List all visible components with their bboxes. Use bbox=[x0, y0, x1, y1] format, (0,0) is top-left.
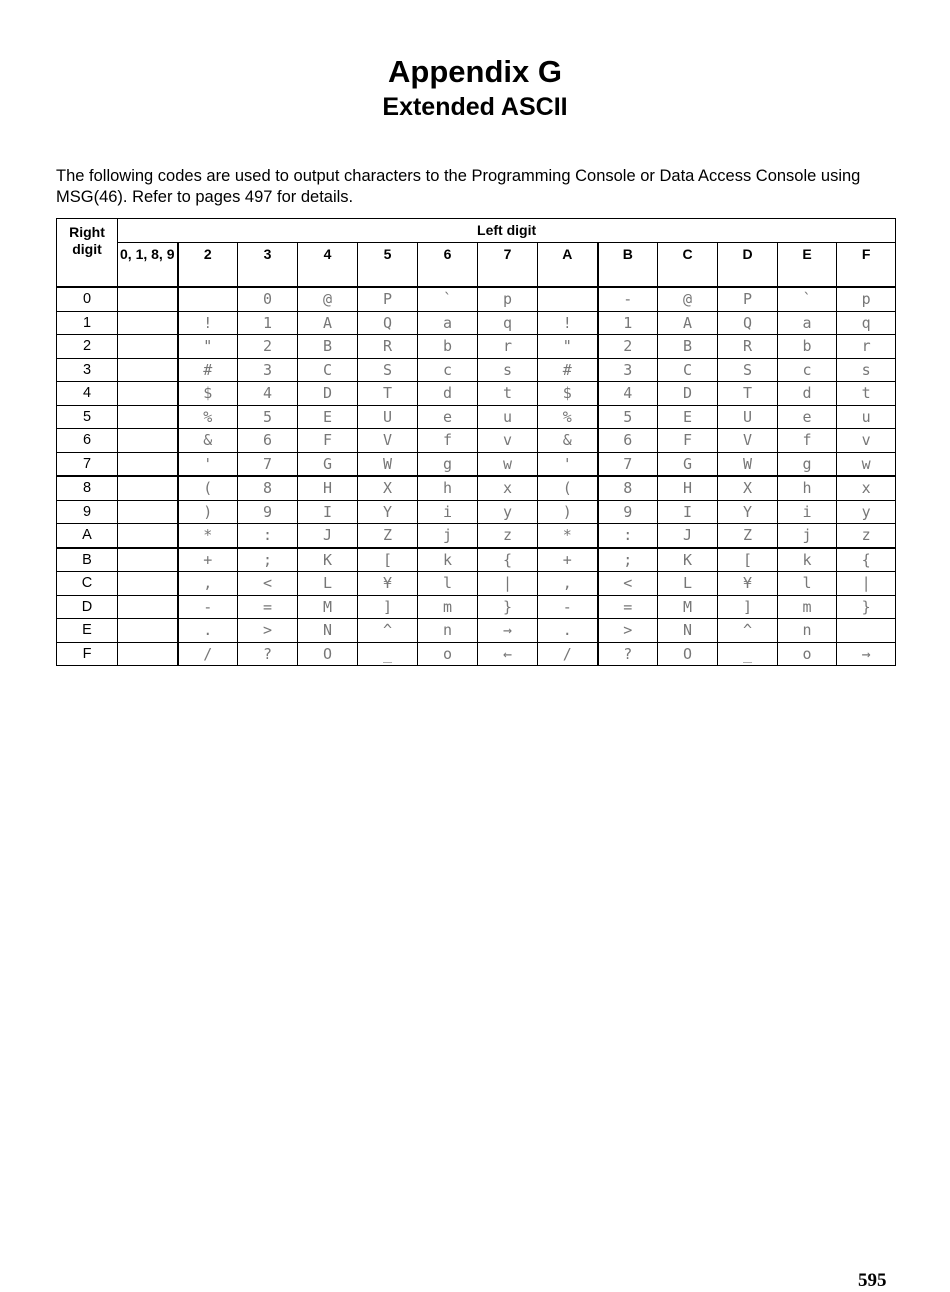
char-cell: ¥ bbox=[718, 572, 778, 596]
char-cell: 0 bbox=[238, 287, 298, 311]
page-subtitle: Extended ASCII bbox=[382, 93, 568, 121]
char-cell: = bbox=[598, 595, 658, 619]
char-cell: p bbox=[478, 287, 538, 311]
char-cell bbox=[118, 287, 178, 311]
column-header: 6 bbox=[418, 242, 478, 287]
char-cell: Z bbox=[358, 524, 418, 548]
char-cell: < bbox=[598, 572, 658, 596]
char-cell: N bbox=[298, 619, 358, 643]
char-cell: s bbox=[478, 358, 538, 382]
column-header: C bbox=[658, 242, 718, 287]
intro-paragraph: The following codes are used to output characters to the Programming Console or Data Access Console using MSG(46). Refer to pages 497 for details. bbox=[56, 167, 861, 206]
char-cell: B bbox=[658, 335, 718, 359]
char-cell: L bbox=[298, 572, 358, 596]
char-cell: } bbox=[478, 595, 538, 619]
char-cell: b bbox=[778, 335, 837, 359]
char-cell: u bbox=[837, 405, 896, 429]
table-row bbox=[57, 476, 896, 500]
row-label: 8 bbox=[57, 476, 118, 500]
char-cell: ? bbox=[598, 642, 658, 666]
page-number: 595 bbox=[858, 1270, 887, 1291]
char-cell: t bbox=[478, 382, 538, 406]
char-cell: ^ bbox=[358, 619, 418, 643]
row-label: 0 bbox=[57, 287, 118, 311]
char-cell: : bbox=[238, 524, 298, 548]
table-row bbox=[57, 358, 896, 382]
char-cell: U bbox=[358, 405, 418, 429]
char-cell: y bbox=[478, 500, 538, 524]
char-cell: q bbox=[478, 311, 538, 335]
column-header-row bbox=[57, 242, 896, 287]
char-cell: 8 bbox=[238, 476, 298, 500]
char-cell bbox=[118, 429, 178, 453]
char-cell: 6 bbox=[598, 429, 658, 453]
char-cell: K bbox=[658, 548, 718, 572]
char-cell: . bbox=[178, 619, 238, 643]
char-cell: w bbox=[837, 452, 896, 476]
page-title: Appendix G bbox=[388, 54, 562, 89]
char-cell: x bbox=[837, 476, 896, 500]
char-cell: j bbox=[778, 524, 837, 548]
char-cell: Z bbox=[718, 524, 778, 548]
table-row bbox=[57, 500, 896, 524]
char-cell: 1 bbox=[238, 311, 298, 335]
column-header: F bbox=[837, 242, 896, 287]
char-cell: Y bbox=[718, 500, 778, 524]
char-cell: → bbox=[478, 619, 538, 643]
char-cell: C bbox=[298, 358, 358, 382]
char-cell: # bbox=[538, 358, 598, 382]
char-cell: l bbox=[778, 572, 837, 596]
char-cell: & bbox=[178, 429, 238, 453]
char-cell: , bbox=[178, 572, 238, 596]
char-cell: ) bbox=[538, 500, 598, 524]
char-cell: ] bbox=[718, 595, 778, 619]
char-cell: y bbox=[837, 500, 896, 524]
char-cell: 9 bbox=[238, 500, 298, 524]
char-cell: W bbox=[718, 452, 778, 476]
column-header: D bbox=[718, 242, 778, 287]
char-cell: H bbox=[298, 476, 358, 500]
char-cell: & bbox=[538, 429, 598, 453]
char-cell: J bbox=[298, 524, 358, 548]
char-cell: c bbox=[778, 358, 837, 382]
char-cell: - bbox=[538, 595, 598, 619]
char-cell: a bbox=[418, 311, 478, 335]
column-header: 5 bbox=[358, 242, 418, 287]
char-cell: < bbox=[238, 572, 298, 596]
char-cell: x bbox=[478, 476, 538, 500]
char-cell: ` bbox=[778, 287, 837, 311]
table-row bbox=[57, 311, 896, 335]
row-label: 4 bbox=[57, 382, 118, 406]
char-cell: ; bbox=[598, 548, 658, 572]
char-cell: S bbox=[718, 358, 778, 382]
char-cell: T bbox=[358, 382, 418, 406]
char-cell: k bbox=[418, 548, 478, 572]
char-cell bbox=[118, 500, 178, 524]
char-cell: V bbox=[358, 429, 418, 453]
char-cell: i bbox=[778, 500, 837, 524]
char-cell: 4 bbox=[598, 382, 658, 406]
char-cell: ? bbox=[238, 642, 298, 666]
char-cell: % bbox=[538, 405, 598, 429]
row-label: F bbox=[57, 642, 118, 666]
char-cell: 2 bbox=[598, 335, 658, 359]
char-cell: % bbox=[178, 405, 238, 429]
char-cell: F bbox=[298, 429, 358, 453]
char-cell: R bbox=[718, 335, 778, 359]
char-cell: S bbox=[358, 358, 418, 382]
char-cell: > bbox=[598, 619, 658, 643]
char-cell: 3 bbox=[598, 358, 658, 382]
char-cell: > bbox=[238, 619, 298, 643]
char-cell: e bbox=[778, 405, 837, 429]
char-cell: M bbox=[298, 595, 358, 619]
char-cell: / bbox=[538, 642, 598, 666]
char-cell: 4 bbox=[238, 382, 298, 406]
char-cell bbox=[118, 572, 178, 596]
char-cell: Q bbox=[718, 311, 778, 335]
char-cell: o bbox=[778, 642, 837, 666]
char-cell: j bbox=[418, 524, 478, 548]
char-cell: w bbox=[478, 452, 538, 476]
char-cell: ' bbox=[538, 452, 598, 476]
char-cell: N bbox=[658, 619, 718, 643]
char-cell bbox=[118, 476, 178, 500]
char-cell bbox=[538, 287, 598, 311]
char-cell: e bbox=[418, 405, 478, 429]
char-cell: 7 bbox=[238, 452, 298, 476]
char-cell: a bbox=[778, 311, 837, 335]
char-cell: 5 bbox=[598, 405, 658, 429]
row-label: 1 bbox=[57, 311, 118, 335]
char-cell: X bbox=[718, 476, 778, 500]
char-cell: A bbox=[658, 311, 718, 335]
char-cell: m bbox=[418, 595, 478, 619]
char-cell: { bbox=[478, 548, 538, 572]
char-cell: R bbox=[358, 335, 418, 359]
char-cell: W bbox=[358, 452, 418, 476]
char-cell: c bbox=[418, 358, 478, 382]
char-cell: I bbox=[298, 500, 358, 524]
char-cell bbox=[118, 311, 178, 335]
char-cell: } bbox=[837, 595, 896, 619]
char-cell: [ bbox=[718, 548, 778, 572]
char-cell: p bbox=[837, 287, 896, 311]
char-cell: ; bbox=[238, 548, 298, 572]
char-cell: d bbox=[778, 382, 837, 406]
row-label: 2 bbox=[57, 335, 118, 359]
table-row bbox=[57, 405, 896, 429]
char-cell: ! bbox=[538, 311, 598, 335]
row-label: B bbox=[57, 548, 118, 572]
column-header: B bbox=[598, 242, 658, 287]
table-row bbox=[57, 595, 896, 619]
char-cell: , bbox=[538, 572, 598, 596]
char-cell: O bbox=[658, 642, 718, 666]
char-cell: @ bbox=[298, 287, 358, 311]
char-cell: D bbox=[298, 382, 358, 406]
char-cell: ( bbox=[538, 476, 598, 500]
char-cell: 2 bbox=[238, 335, 298, 359]
char-cell bbox=[118, 548, 178, 572]
char-cell: E bbox=[298, 405, 358, 429]
char-cell: J bbox=[658, 524, 718, 548]
char-cell: z bbox=[837, 524, 896, 548]
char-cell: _ bbox=[358, 642, 418, 666]
char-cell: [ bbox=[358, 548, 418, 572]
row-label: 3 bbox=[57, 358, 118, 382]
char-cell: 3 bbox=[238, 358, 298, 382]
char-cell: " bbox=[538, 335, 598, 359]
table-row bbox=[57, 382, 896, 406]
row-label: C bbox=[57, 572, 118, 596]
char-cell: H bbox=[658, 476, 718, 500]
char-cell bbox=[118, 358, 178, 382]
row-label: 9 bbox=[57, 500, 118, 524]
char-cell bbox=[118, 405, 178, 429]
char-cell: r bbox=[478, 335, 538, 359]
char-cell: v bbox=[478, 429, 538, 453]
char-cell: $ bbox=[538, 382, 598, 406]
char-cell: f bbox=[778, 429, 837, 453]
right-digit-header: Right digit bbox=[57, 219, 118, 288]
table-row bbox=[57, 524, 896, 548]
char-cell: q bbox=[837, 311, 896, 335]
char-cell: ! bbox=[178, 311, 238, 335]
char-cell: ¥ bbox=[358, 572, 418, 596]
char-cell: f bbox=[418, 429, 478, 453]
char-cell: # bbox=[178, 358, 238, 382]
char-cell bbox=[118, 619, 178, 643]
char-cell bbox=[118, 382, 178, 406]
char-cell: + bbox=[178, 548, 238, 572]
char-cell: Q bbox=[358, 311, 418, 335]
char-cell: - bbox=[178, 595, 238, 619]
column-header: 7 bbox=[478, 242, 538, 287]
table-row bbox=[57, 429, 896, 453]
table-row bbox=[57, 335, 896, 359]
char-cell: _ bbox=[718, 642, 778, 666]
char-cell bbox=[837, 619, 896, 643]
char-cell: k bbox=[778, 548, 837, 572]
char-cell: h bbox=[418, 476, 478, 500]
column-header: 0, 1, 8, 9 bbox=[118, 242, 178, 287]
table-row bbox=[57, 619, 896, 643]
char-cell: 1 bbox=[598, 311, 658, 335]
column-header: A bbox=[538, 242, 598, 287]
column-header: 2 bbox=[178, 242, 238, 287]
column-header: E bbox=[778, 242, 837, 287]
char-cell bbox=[118, 335, 178, 359]
char-cell: 7 bbox=[598, 452, 658, 476]
char-cell: V bbox=[718, 429, 778, 453]
char-cell: l bbox=[418, 572, 478, 596]
char-cell bbox=[178, 287, 238, 311]
char-cell: | bbox=[478, 572, 538, 596]
char-cell: - bbox=[598, 287, 658, 311]
char-cell: h bbox=[778, 476, 837, 500]
char-cell: n bbox=[418, 619, 478, 643]
char-cell: ← bbox=[478, 642, 538, 666]
char-cell bbox=[118, 642, 178, 666]
char-cell: / bbox=[178, 642, 238, 666]
char-cell: P bbox=[718, 287, 778, 311]
char-cell: P bbox=[358, 287, 418, 311]
char-cell: U bbox=[718, 405, 778, 429]
char-cell: i bbox=[418, 500, 478, 524]
char-cell: d bbox=[418, 382, 478, 406]
char-cell: | bbox=[837, 572, 896, 596]
char-cell: K bbox=[298, 548, 358, 572]
char-cell: s bbox=[837, 358, 896, 382]
char-cell: : bbox=[598, 524, 658, 548]
char-cell: ^ bbox=[718, 619, 778, 643]
char-cell: v bbox=[837, 429, 896, 453]
char-cell: * bbox=[538, 524, 598, 548]
char-cell: 9 bbox=[598, 500, 658, 524]
char-cell: 5 bbox=[238, 405, 298, 429]
char-cell bbox=[118, 524, 178, 548]
row-label: 6 bbox=[57, 429, 118, 453]
table-row bbox=[57, 452, 896, 476]
char-cell: n bbox=[778, 619, 837, 643]
char-cell: { bbox=[837, 548, 896, 572]
char-cell: ' bbox=[178, 452, 238, 476]
char-cell: ( bbox=[178, 476, 238, 500]
char-cell: @ bbox=[658, 287, 718, 311]
char-cell: T bbox=[718, 382, 778, 406]
char-cell: Y bbox=[358, 500, 418, 524]
char-cell: G bbox=[658, 452, 718, 476]
row-label: E bbox=[57, 619, 118, 643]
table-row bbox=[57, 287, 896, 311]
char-cell: g bbox=[778, 452, 837, 476]
char-cell: o bbox=[418, 642, 478, 666]
char-cell: * bbox=[178, 524, 238, 548]
column-header: 4 bbox=[298, 242, 358, 287]
char-cell: " bbox=[178, 335, 238, 359]
char-cell: r bbox=[837, 335, 896, 359]
row-label: 5 bbox=[57, 405, 118, 429]
char-cell: = bbox=[238, 595, 298, 619]
char-cell: L bbox=[658, 572, 718, 596]
row-label: D bbox=[57, 595, 118, 619]
table-row bbox=[57, 572, 896, 596]
char-cell: X bbox=[358, 476, 418, 500]
char-cell: → bbox=[837, 642, 896, 666]
char-cell: $ bbox=[178, 382, 238, 406]
char-cell: g bbox=[418, 452, 478, 476]
char-cell: D bbox=[658, 382, 718, 406]
left-digit-header: Left digit bbox=[118, 219, 896, 243]
char-cell: m bbox=[778, 595, 837, 619]
char-cell: ] bbox=[358, 595, 418, 619]
char-cell: O bbox=[298, 642, 358, 666]
char-cell: . bbox=[538, 619, 598, 643]
column-header: 3 bbox=[238, 242, 298, 287]
char-cell: ` bbox=[418, 287, 478, 311]
extended-ascii-table bbox=[56, 218, 896, 666]
char-cell: E bbox=[658, 405, 718, 429]
char-cell: B bbox=[298, 335, 358, 359]
table-row bbox=[57, 642, 896, 666]
table-row bbox=[57, 548, 896, 572]
table-body bbox=[57, 287, 896, 666]
char-cell: + bbox=[538, 548, 598, 572]
char-cell: u bbox=[478, 405, 538, 429]
char-cell: t bbox=[837, 382, 896, 406]
char-cell: F bbox=[658, 429, 718, 453]
row-label: A bbox=[57, 524, 118, 548]
row-label: 7 bbox=[57, 452, 118, 476]
char-cell: M bbox=[658, 595, 718, 619]
char-cell: 6 bbox=[238, 429, 298, 453]
char-cell bbox=[118, 452, 178, 476]
char-cell: G bbox=[298, 452, 358, 476]
char-cell bbox=[118, 595, 178, 619]
char-cell: b bbox=[418, 335, 478, 359]
char-cell: I bbox=[658, 500, 718, 524]
char-cell: 8 bbox=[598, 476, 658, 500]
char-cell: ) bbox=[178, 500, 238, 524]
char-cell: A bbox=[298, 311, 358, 335]
char-cell: z bbox=[478, 524, 538, 548]
char-cell: C bbox=[658, 358, 718, 382]
